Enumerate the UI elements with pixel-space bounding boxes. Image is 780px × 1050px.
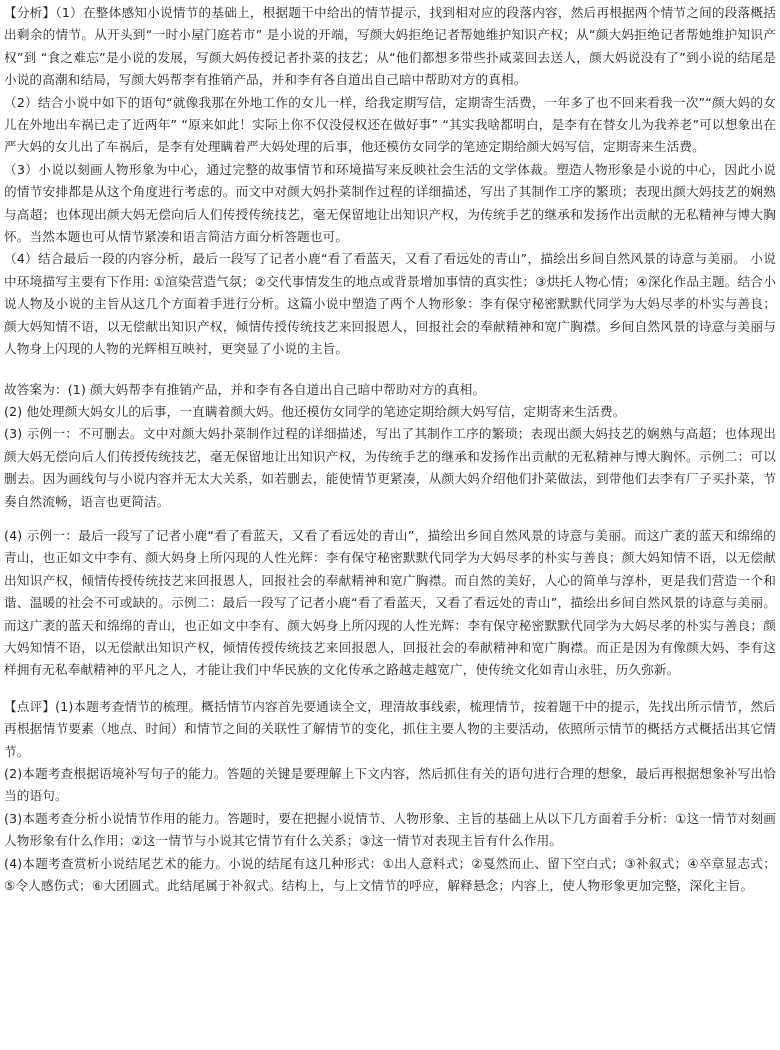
comment-item-2: (2)本题考查根据语境补写句子的能力。答题的关键是要理解上下文内容，然后抓住有关的语句进行合理的想象，最后再根据想象补写出恰当的语句。 [4, 766, 776, 804]
comment-section [4, 696, 776, 898]
comment-item-1: 【点评】(1)本题考查情节的梳理。概括情节内容首先要通读全文，理清故事线索，梳理情节，按着题干中的提示，先找出所示情节，然后再根据情节要素（地点、时间）和情节之间的关联性了解情节的变化，抓住主要人物的主要活动，依照所示情节的概括方式概括出其它情节。 [4, 698, 776, 759]
answer-item-1: 故答案为：(1) 颜大妈帮李有推销产品，并和李有各自道出自己暗中帮助对方的真相。 [4, 381, 486, 397]
analysis-paragraph-1: 【分析】（1）在整体感知小说情节的基础上，根据题干中给出的情节提示，找到相对应的段落内容，然后再根据两个情节之间的段落概括出剩余的情节。从开头到“一时小屋门庭若市” 是小说的开端，写颜大妈拒绝记者帮她维护知识产权；从“颜大妈拒绝记者帮她维护知识产权”到 “食之难忘”是小说的发展，写颜大妈传授记者扑菜的技艺；从“他们都想多带些扑咸菜回去送人，颜大妈说没有了”到小说的结尾是小说的高潮和结局，写颜大妈帮李有推销产品，并和李有各自道出自己暗中帮助对方的真相。 [4, 5, 776, 88]
analysis-section [4, 2, 776, 361]
comment-item-3: (3)本题考查分析小说情节作用的能力。答题时，要在把握小说情节、人物形象、主旨的基础上从以下几方面着手分析：①这一情节对刻画人物形象有什么作用；②这一情节与小说其它情节有什么关系；③这一情节对表现主旨有什么作用。 [4, 810, 776, 849]
answer-item-4: (4) 示例一：最后一段写了记者小鹿“看了看蓝天，又看了看远处的青山”，描绘出乡间自然风景的诗意与美丽。而这广袤的蓝天和绵绵的青山，也正如文中李有、颜大妈身上所闪现的人性光辉：李有保守秘密默默代同学为大妈尽孝的朴实与善良；颜大妈知情不语，以无偿献出知识产权，倾情传授传统技艺来回报恩人，回报社会的奉献精神和宽广胸襟。而自然的美好，人心的简单与淳朴，更是我们营造一个和谐、温暖的社会不可或缺的。示例二：最后一段写了记者小鹿“看了看蓝天，又看了看远处的青山”，描绘出乡间自然风景的诗意与美丽。而这广袤的蓝天和绵绵的青山，也正如文中李有、颜大妈身上所闪现的人性光辉：李有保守秘密默默代同学为大妈尽孝的朴实与善良；颜大妈知情不语，以无偿献出知识产权，倾情传授传统技艺来回报恩人，回报社会的奉献精神和宽广胸襟。而正是因为有像颜大妈、李有这样拥有无私奉献精神的平凡之人，才能让我们中华民族的文化传承之路越走越宽广，使传统文化如青山永驻，历久弥新。 [4, 527, 776, 678]
analysis-paragraph-3: （3）小说以刻画人物形象为中心，通过完整的故事情节和环境描写来反映社会生活的文学体裁。塑造人物形象是小说的中心，因此小说的情节安排都是从这个角度进行考虑的。而文中对颜大妈扑菜制作过程的详细描述，写出了其制作工序的繁琐；表现出颜大妈技艺的娴熟与高超；也体现出颜大妈无偿向后人们传授传统技艺，毫无保留地让出知识产权，为传统手艺的继承和发扬作出贡献的无私精神与博大胸怀。当然本题也可从情节紧凑和语言简洁方面分析答题也可。 [4, 161, 776, 245]
answer-item-3: (3) 示例一：不可删去。文中对颜大妈扑菜制作过程的详细描述，写出了其制作工序的繁琐；表现出颜大妈技艺的娴熟与高超；也体现出颜大妈无偿向后人们传授传统技艺，毫无保留地让出知识产权，为传统手艺的继承和发扬作出贡献的无私精神与博大胸怀。示例二：可以删去。因为画线句与小说内容并无太大关系，如若删去，能使情节更紧凑，从颜大妈介绍他们扑菜做法，到带他们去李有厂子买扑菜，节奏自然流畅，语言也更简洁。 [4, 426, 776, 509]
answer-item-2: (2) 他处理颜大妈女儿的后事，一直瞒着颜大妈。他还模仿女同学的笔迹定期给颜大妈写信，定期寄来生活费。 [4, 403, 626, 419]
analysis-paragraph-4: （4）结合最后一段的内容分析，最后一段写了记者小鹿“看了看蓝天，又看了看远处的青山”，描绘出乡间自然风景的诗意与美丽。 小说中环境描写主要有下作用: ①渲染营造气氛；②交代事情发生的地点或背景增加事情的真实性；③烘托人物心情；④深化作品主题。结合小说人物及小说的主旨从这几个方面着手进行分析。这篇小说中塑造了两个人物形象：李有保守秘密默默代同学为大妈尽孝的朴实与善良；颜大妈知情不语，以无偿献出知识产权，倾情传授传统技艺来回报恩人，回报社会的奉献精神和宽广胸襟。乡间自然风景的诗意与美丽与人物身上闪现的人物的光辉相互映衬，更突显了小说的主旨。 [4, 251, 776, 357]
answer-section [4, 379, 776, 682]
comment-item-4: (4)本题考查赏析小说结尾艺术的能力。小说的结尾有这几种形式：①出人意料式；②戛然而止、留下空白式；③补叙式；④卒章显志式；⑤令人感伤式；⑥大团圆式。此结尾属于补叙式。结构上，与上文情节的呼应，解释悬念；内容上，使人物形象更加完整，深化主旨。 [4, 855, 776, 894]
analysis-paragraph-2: （2）结合小说中如下的语句“就像我那在外地工作的女儿一样，给我定期写信，定期寄生活费，一年多了也不回来看我一次”“颜大妈的女儿在外地出车祸已走了近两年” “原来如此！实际上你不仅没侵权还在做好事” “其实我啥都明白，是李有在替女儿为我养老”可以想象出在严大妈的女儿出了车祸后，是李有处理瞒着严大妈处理的后事，他还模仿女同学的笔迹定期给颜大妈写信，定期寄来生活费。 [4, 94, 776, 155]
